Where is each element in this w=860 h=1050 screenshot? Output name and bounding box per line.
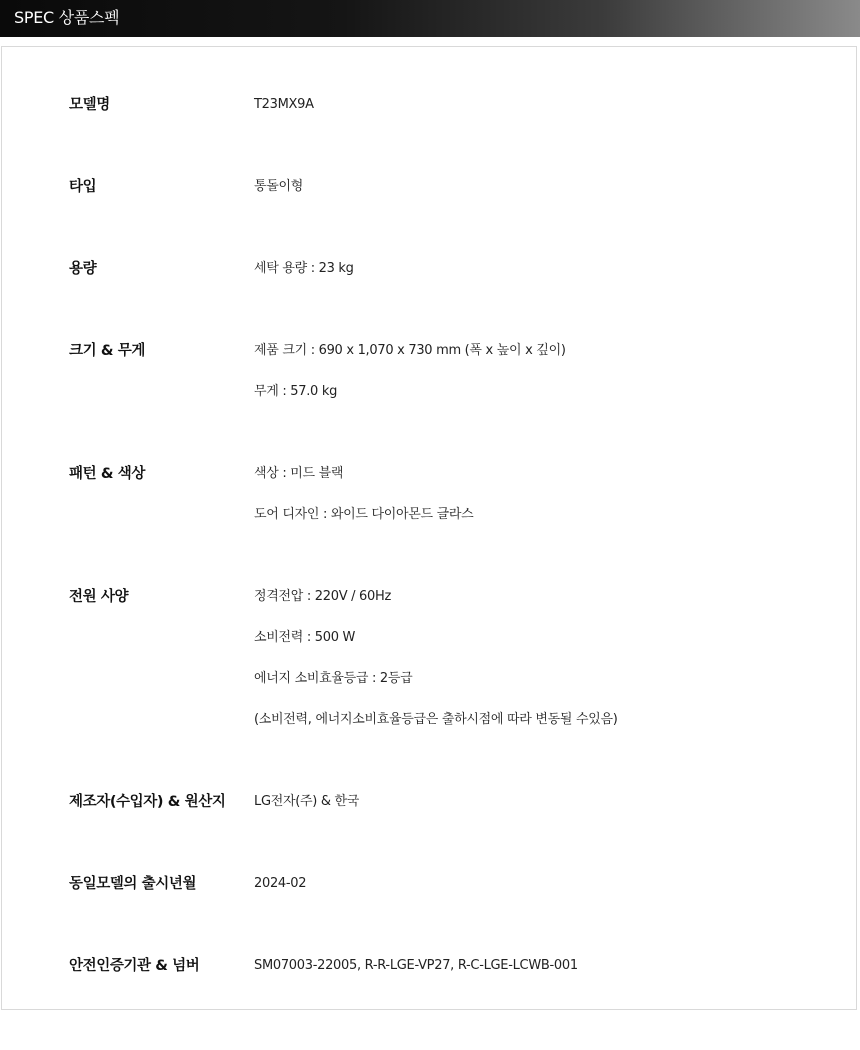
spec-value: 에너지 소비효율등급 : 2등급 bbox=[254, 671, 413, 686]
spec-value: T23MX9A bbox=[254, 97, 314, 112]
spec-value: LG전자(주) & 한국 bbox=[254, 794, 360, 809]
spec-values bbox=[254, 341, 566, 423]
spec-header-title: SPEC 상품스펙 bbox=[14, 8, 120, 27]
spec-values bbox=[254, 587, 618, 751]
spec-values bbox=[254, 259, 354, 300]
spec-label: 타입 bbox=[69, 179, 97, 195]
spec-values bbox=[254, 95, 314, 136]
spec-header-bar bbox=[0, 0, 860, 37]
spec-label: 크기 & 무게 bbox=[69, 343, 145, 359]
spec-value: 무게 : 57.0 kg bbox=[254, 384, 338, 399]
spec-label: 패턴 & 색상 bbox=[69, 466, 145, 482]
spec-value: 세탁 용량 : 23 kg bbox=[254, 261, 354, 276]
spec-values bbox=[254, 464, 473, 546]
spec-value: SM07003-22005, R-R-LGE-VP27, R-C-LGE-LCWB-001 bbox=[254, 958, 578, 973]
spec-value: 제품 크기 : 690 x 1,070 x 730 mm (폭 x 높이 x 깊이) bbox=[254, 343, 566, 358]
spec-value: 색상 : 미드 블랙 bbox=[254, 466, 344, 481]
spec-values bbox=[254, 177, 303, 218]
spec-label: 전원 사양 bbox=[69, 589, 129, 605]
spec-value: 정격전압 : 220V / 60Hz bbox=[254, 589, 391, 604]
spec-value: 소비전력 : 500 W bbox=[254, 630, 356, 645]
spec-table bbox=[1, 46, 857, 1010]
spec-label: 제조자(수입자) & 원산지 bbox=[69, 794, 226, 810]
spec-value: 2024-02 bbox=[254, 876, 307, 891]
spec-label: 동일모델의 출시년월 bbox=[69, 876, 197, 892]
spec-label: 안전인증기관 & 넘버 bbox=[69, 958, 200, 974]
spec-values bbox=[254, 956, 578, 997]
spec-value: (소비전력, 에너지소비효율등급은 출하시점에 따라 변동될 수있음) bbox=[254, 712, 618, 727]
spec-values bbox=[254, 792, 359, 833]
spec-value: 통돌이형 bbox=[254, 179, 304, 194]
spec-values bbox=[254, 874, 306, 915]
spec-label: 용량 bbox=[69, 261, 97, 277]
spec-label: 모델명 bbox=[69, 97, 110, 113]
spec-value: 도어 디자인 : 와이드 다이아몬드 글라스 bbox=[254, 507, 474, 522]
